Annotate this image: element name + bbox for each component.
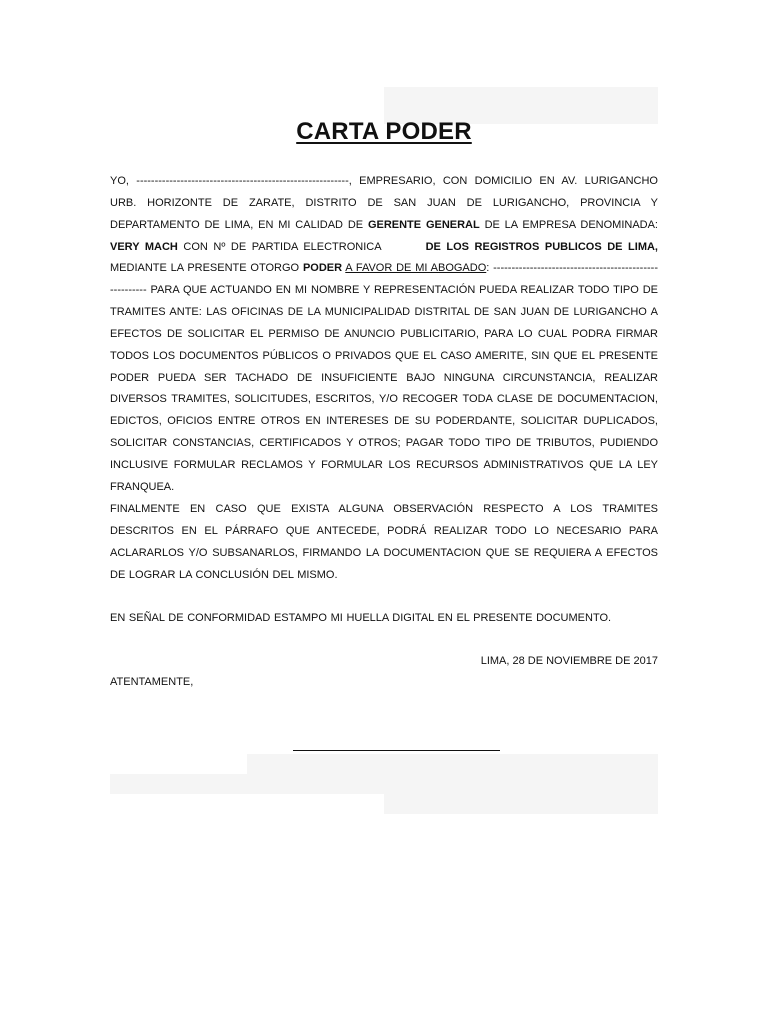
p1-text-j: : ------------------------------------------------------- PARA QUE ACTUANDO EN MI NOMBRE Y REPRESENTACIÓN PUEDA REALIZAR TODO TIPO DE TRAMITES ANTE: LAS OFICINAS DE LA MUNICIPALIDAD DISTRITAL DE SAN JUAN DE LURIGANCHO A EFECTOS DE SOLICITAR EL PERMISO DE ANUNCIO PUBLICITARIO, PARA LO CUAL PODRA FIRMAR TODOS LOS DOCUMENTOS PÚBLICOS O PRIVADOS QUE EL CASO AMERITE, SIN QUE EL PRESENTE PODER PUEDA SER TACHADO DE INSUFICIENTE BAJO NINGUNA CIRCUNSTANCIA, REALIZAR DIVERSOS TRAMITES, SOLICITUDES, ESCRITOS, Y/O RECOGER TODA CLASE DE DOCUMENTACION, EDICTOS, OFICIOS ENTRE OTROS EN INTERESES DE SU PODERDANTE, SOLICITAR DUPLICADOS, SOLICITAR CONSTANCIAS, CERTIFICADOS Y OTROS; PAGAR TODO TIPO DE TRIBUTOS, PUDIENDO INCLUSIVE FORMULAR RECLAMOS Y FORMULAR LOS RECURSOS ADMINISTRATIVOS QUE LA LEY FRANQUEA. — [110, 262, 658, 493]
p1-poder: PODER — [302, 262, 343, 275]
paragraph-observations: FINALMENTE EN CASO QUE EXISTA ALGUNA OBSERVACIÓN RESPECTO A LOS TRAMITES DESCRITOS EN EL PÁRRAFO QUE ANTECEDE, PODRÁ REALIZAR TODO LO NECESARIO PARA ACLARARLOS Y/O SUBSANARLOS, FIRMANDO LA DOCUMENTACION QUE SE REQUIERA A EFECTOS DE LOGRAR LA CONCLUSIÓN DEL MISMO. — [110, 503, 658, 581]
p1-role: GERENTE GENERAL — [367, 218, 480, 231]
document-date: LIMA, 28 DE NOVIEMBRE DE 2017 — [480, 655, 658, 667]
p1-favor-abogado: A FAVOR DE MI ABOGADO — [345, 262, 487, 275]
p1-company-name: VERY MACH — [110, 240, 178, 253]
paragraph-conformity: EN SEÑAL DE CONFORMIDAD ESTAMPO MI HUELLA DIGITAL EN EL PRESENTE DOCUMENTO. — [110, 612, 612, 624]
redacted-block-signature-1 — [247, 754, 658, 774]
redacted-block-signature-2 — [110, 774, 658, 794]
p1-registry: DE LOS REGISTROS PUBLICOS DE LIMA, — [425, 240, 658, 253]
document-title: CARTA PODER — [296, 118, 472, 145]
p1-text-c: DE LA EMPRESA DENOMINADA: — [479, 218, 658, 231]
p1-text-e: CON Nº DE PARTIDA ELECTRONICA — [177, 240, 382, 253]
p1-text-a: YO, ----------------------------------------------------------, EMPRESARIO, CON DOMICILIO EN AV. LURIGANCHO URB. HORIZONTE DE ZARATE, DISTRITO DE SAN JUAN DE LURIGANCHO, PROVINCIA Y DEPARTAMENTO DE LIMA, EN MI CALIDAD DE — [110, 175, 658, 231]
redacted-block-signature-3 — [384, 794, 658, 814]
p1-text-g: MEDIANTE LA PRESENTE OTORGO — [110, 262, 303, 275]
closing-salutation: ATENTAMENTE, — [110, 676, 194, 688]
signature-line — [293, 750, 500, 751]
paragraph-grant-of-power — [110, 171, 658, 499]
